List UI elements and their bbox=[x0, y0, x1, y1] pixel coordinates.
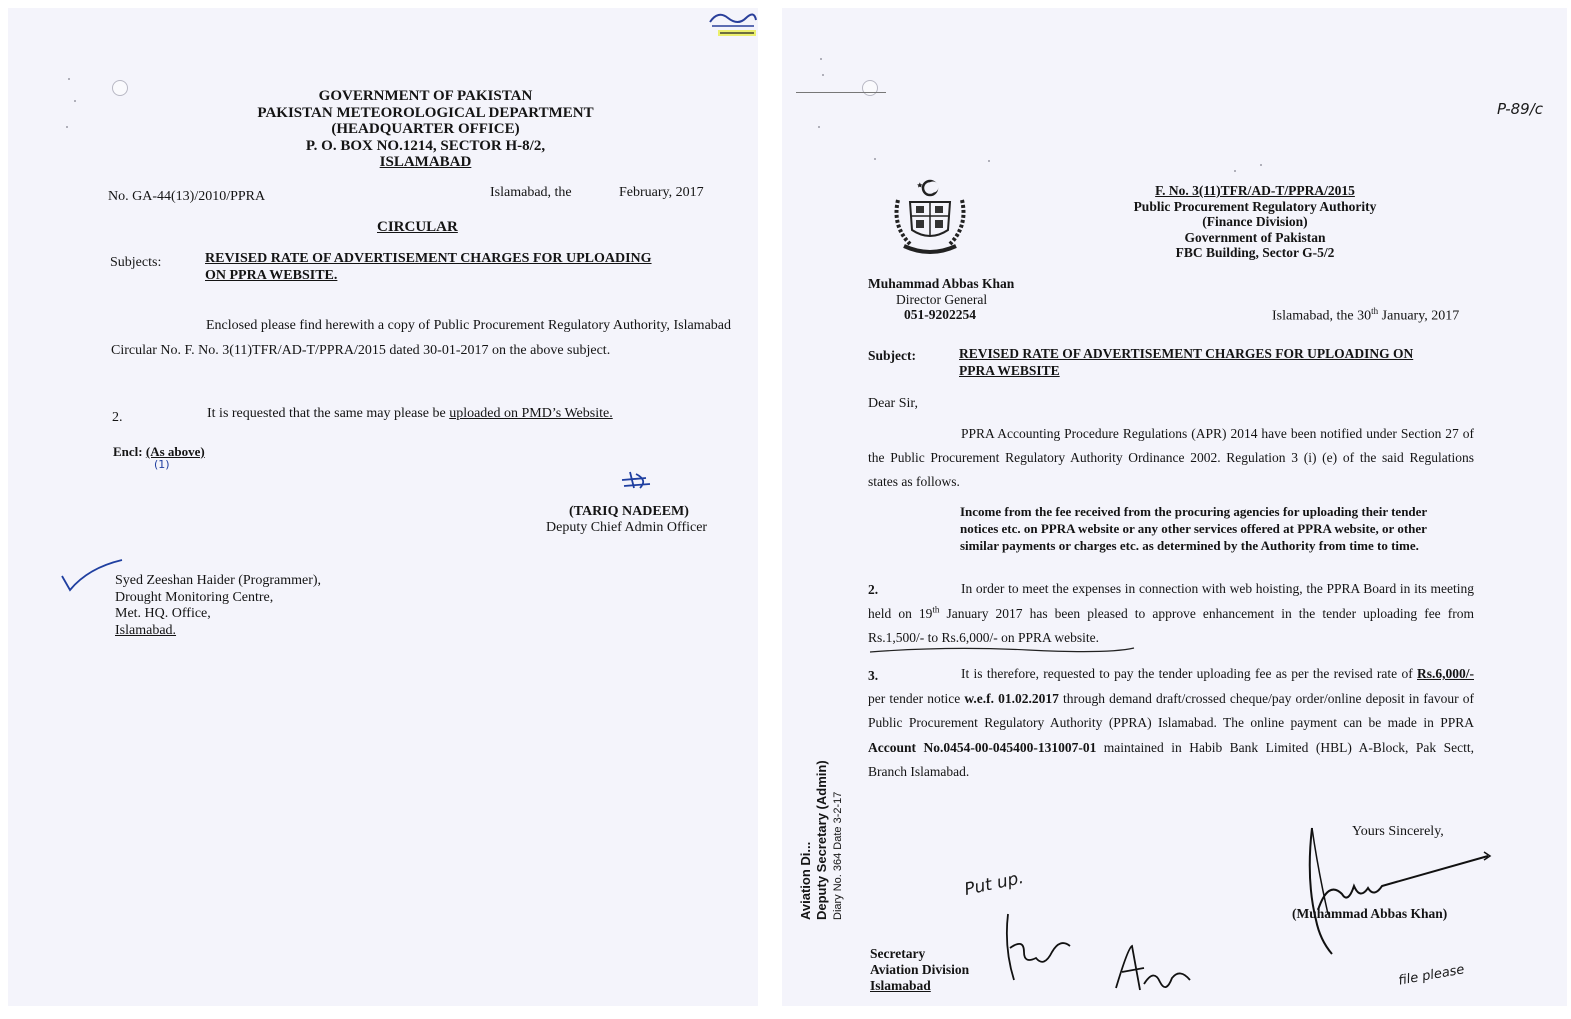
scan-speck bbox=[822, 74, 824, 76]
ppra-letter-page bbox=[782, 8, 1567, 1006]
paragraph-3-account: Account No.0454-00-045400-131007-01 bbox=[868, 739, 1097, 755]
enclosure-value: (As above) bbox=[145, 444, 205, 459]
date-suffix-ordinal: th bbox=[1371, 306, 1379, 316]
paragraph-2-part-a: In order to meet the expenses in connection with web hoisting, the PPRA Board in its meeting held on 19 bbox=[868, 581, 1474, 621]
handwritten-initials bbox=[1000, 908, 1080, 988]
recipient-line: Aviation Division bbox=[870, 962, 970, 977]
address-line: Syed Zeeshan Haider (Programmer), bbox=[115, 573, 322, 588]
subject-line: ON PPRA WEBSITE. bbox=[205, 268, 338, 283]
reference-number: No. GA-44(13)/2010/PPRA bbox=[108, 189, 266, 204]
paragraph-3-effective-date: w.e.f. 01.02.2017 bbox=[964, 690, 1059, 706]
date-prefix: Islamabad, the 30 bbox=[1272, 308, 1372, 324]
letterhead bbox=[8, 88, 758, 171]
recipient-line: Secretary bbox=[870, 946, 926, 961]
paragraph-1: Enclosed please find herewith a copy of Public Procurement Regulatory Authority, Islamabad Circular No. F. No. 3(11)TFR/AD-T/PPRA/2015 dated 30-01-2017 on the above subject. bbox=[111, 318, 731, 358]
letter-date bbox=[1272, 306, 1459, 325]
address-line: Met. HQ. Office, bbox=[115, 606, 211, 621]
handwritten-initials bbox=[1110, 938, 1200, 998]
paragraph-3-part-c: through demand draft/crossed cheque/pay order/online deposit in favour of Public Procurement Regulatory Authority (PPRA) Islamabad. The online payment can be made in PPRA bbox=[868, 690, 1475, 730]
letterhead-line: GOVERNMENT OF PAKISTAN bbox=[318, 88, 533, 104]
address-line: Islamabad. bbox=[115, 622, 177, 638]
pmd-circular-page bbox=[8, 8, 758, 1006]
scan-speck bbox=[1234, 170, 1236, 172]
subject bbox=[205, 250, 652, 284]
page-gutter bbox=[758, 0, 782, 1019]
handwritten-file-please: file please bbox=[1397, 962, 1466, 989]
recipient-address bbox=[870, 946, 969, 994]
paragraph-2-text: It is requested that the same may please be bbox=[207, 406, 446, 421]
org-line: (Finance Division) bbox=[1202, 214, 1308, 229]
enclosure-handwritten-note: (1) bbox=[154, 458, 170, 471]
org-line: Government of Pakistan bbox=[1184, 229, 1326, 245]
distribution-address bbox=[115, 573, 321, 639]
enclosure-label: Encl: bbox=[113, 444, 143, 459]
scan-speck bbox=[818, 126, 820, 128]
subject-line: PPRA WEBSITE bbox=[959, 362, 1060, 378]
stamp-line: Deputy Secretary (Admin) bbox=[814, 760, 829, 920]
salutation: Dear Sir, bbox=[868, 396, 918, 411]
subject bbox=[959, 346, 1413, 379]
letterhead-line: (HEADQUARTER OFFICE) bbox=[331, 121, 520, 137]
paragraph-3-part-d: maintained in Habib Bank Limited (HBL) A-Block, Pak Sectt, Branch Islamabad. bbox=[868, 739, 1474, 779]
top-scribble-mark bbox=[708, 8, 758, 40]
paragraph-2 bbox=[868, 577, 1474, 651]
sender-block bbox=[868, 276, 1014, 323]
file-number: F. No. 3(11)TFR/AD-T/PPRA/2015 bbox=[1155, 183, 1355, 198]
scan-speck bbox=[1260, 164, 1262, 166]
sender-name: Muhammad Abbas Khan bbox=[868, 276, 1015, 291]
org-line: FBC Building, Sector G-5/2 bbox=[1175, 245, 1335, 260]
diary-stamp bbox=[798, 760, 846, 920]
state-emblem-icon bbox=[888, 178, 968, 263]
address-line: Drought Monitoring Centre, bbox=[115, 589, 274, 605]
subject-label: Subjects: bbox=[110, 255, 162, 270]
paragraph-3-rate: Rs.6,000/- bbox=[1417, 666, 1474, 681]
scan-speck bbox=[820, 58, 822, 60]
signature-initials bbox=[620, 470, 660, 492]
org-line: Public Procurement Regulatory Authority bbox=[1133, 198, 1377, 214]
subject-line: REVISED RATE OF ADVERTISEMENT CHARGES FOR UPLOADING ON bbox=[959, 346, 1414, 361]
org-letterhead bbox=[1072, 183, 1438, 261]
scan-speck bbox=[68, 78, 70, 80]
sender-title: Director General bbox=[896, 291, 988, 307]
corner-handwritten-note: P-89/c bbox=[1497, 100, 1544, 118]
signatory-name: (TARIQ NADEEM) bbox=[569, 504, 689, 519]
signatory-title: Deputy Chief Admin Officer bbox=[546, 520, 708, 535]
place-date-label: Islamabad, the bbox=[490, 185, 572, 200]
scan-speck bbox=[988, 160, 990, 162]
closing: Yours Sincerely, bbox=[1352, 824, 1444, 839]
paragraph-3 bbox=[868, 662, 1474, 785]
paragraph-2-ordinal: th bbox=[932, 604, 940, 614]
director-signature bbox=[1298, 820, 1498, 960]
handwritten-underline bbox=[868, 644, 1138, 656]
paragraph-2-number: 2. bbox=[112, 410, 123, 425]
circular-title: CIRCULAR bbox=[377, 219, 458, 235]
letterhead-line: ISLAMABAD bbox=[379, 154, 472, 170]
sender-phone: 051-9202254 bbox=[904, 307, 976, 322]
closing-name: (Muhammad Abbas Khan) bbox=[1292, 906, 1448, 921]
paragraph-3-number: 3. bbox=[868, 668, 879, 683]
quoted-regulation: Income from the fee received from the procuring agencies for uploading their tender notices etc. on PPRA website or any other services offered at PPRA website, or other similar payments or charges etc. as determined by the Authority from time to time. bbox=[960, 504, 1427, 553]
paragraph-2-number: 2. bbox=[868, 582, 879, 597]
subject-line: REVISED RATE OF ADVERTISEMENT CHARGES FOR UPLOADING bbox=[205, 251, 652, 266]
recipient-line: Islamabad bbox=[870, 978, 931, 993]
letterhead-line: P. O. BOX NO.1214, SECTOR H-8/2, bbox=[305, 137, 546, 154]
paragraph-3-part-b: per tender notice bbox=[868, 690, 965, 706]
paragraph-3-part-a: It is therefore, requested to pay the tender uploading fee as per the revised rate of bbox=[961, 666, 1413, 681]
handwritten-put-up: Put up. bbox=[962, 867, 1026, 901]
scan-edge-line bbox=[796, 92, 886, 93]
letterhead-line: PAKISTAN METEOROLOGICAL DEPARTMENT bbox=[257, 104, 594, 121]
paragraph-2 bbox=[207, 406, 613, 422]
paragraph-2-underlined: uploaded on PMD’s Website. bbox=[449, 406, 613, 421]
date-suffix: January, 2017 bbox=[1378, 308, 1460, 324]
subject-label: Subject: bbox=[868, 348, 916, 363]
punch-hole bbox=[862, 80, 878, 96]
paragraph-1: PPRA Accounting Procedure Regulations (APR) 2014 have been notified under Section 27 of the Public Procurement Regulatory Authority Ordinance 2002. Regulation 3 (i) (e) of the said Regulations states as follows. bbox=[868, 426, 1474, 489]
scan-speck bbox=[874, 158, 876, 160]
paragraph-2-part-b: January 2017 has been pleased to approve enhancement in the tender uploading fee from Rs.1,500/- to Rs.6,000/- on PPRA website. bbox=[868, 605, 1474, 645]
date: February, 2017 bbox=[619, 185, 704, 200]
stamp-line: Diary No. 364 Date 3-2-17 bbox=[832, 791, 844, 920]
stamp-line: Aviation Di... bbox=[798, 841, 813, 920]
